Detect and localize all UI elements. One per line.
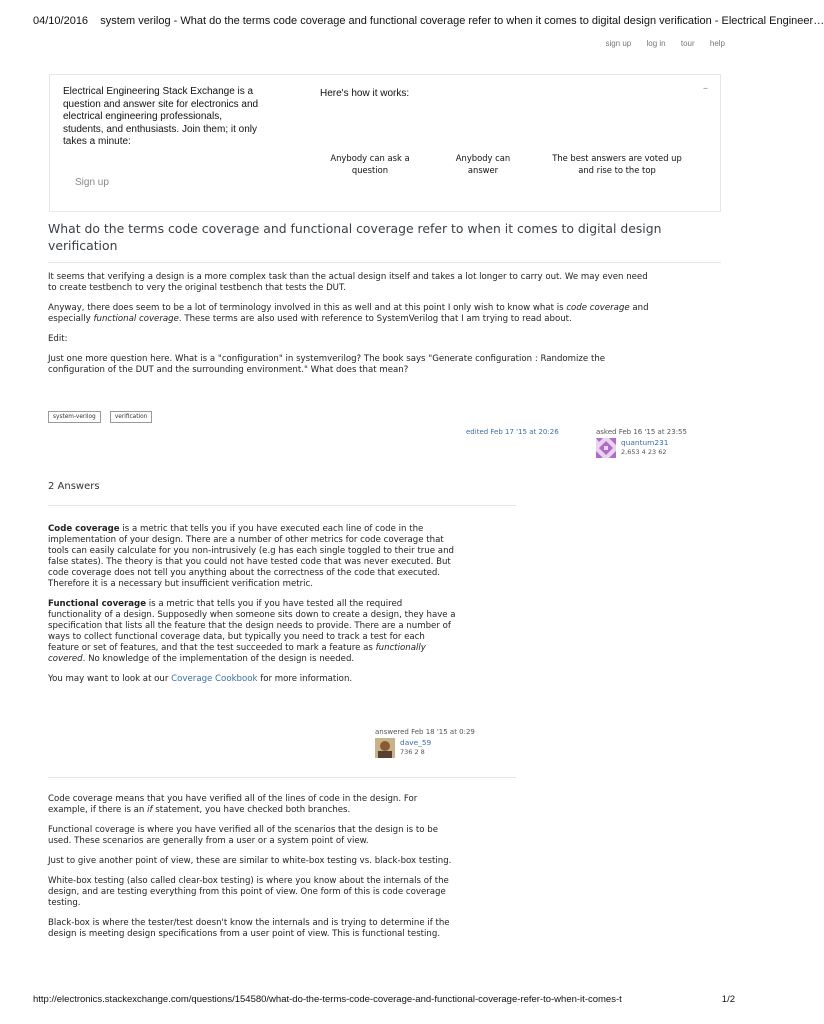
banner-step-answer: Anybody can answer (455, 153, 511, 175)
answer-2-paragraph-4: White-box testing (also called clear-box testing) is where you know about the internals of the design, and are testing everything from this point of view. One form of this is code coverage testing. (48, 876, 449, 908)
print-date: 04/10/2016 (33, 15, 89, 27)
answers-divider (48, 505, 516, 506)
print-url: http://electronics.stackexchange.com/questions/154580/what-do-the-terms-code-coverage-and-functional-coverage-refer-to-when-it-comes-t (33, 994, 622, 1005)
top-nav (592, 39, 725, 48)
answer-divider (48, 777, 516, 778)
avatar[interactable] (596, 438, 616, 458)
print-header (33, 15, 824, 27)
question-paragraph-2: Anyway, there does seem to be a lot of terminology involved in this as well and at this point I only wish to know what is code coverage and especially functional coverage. These terms are also used with reference to SystemVerilog that I am trying to read about. (48, 303, 649, 324)
answer-1-paragraph-3: You may want to look at our Coverage Cookbook for more information. (48, 674, 353, 684)
answer-1-paragraph-2: Functional coverage is a metric that tells you if you have tested all the required functionality of a design. Supposedly when someone sits down to create a design, they have a specification that lists all the feature that the design needs to provide. There are a number of ways to collect functional coverage data, but typically you need to track a test for each feature or set of features, and that the test succeeded to mark a feature as functionally covered. No knowledge of the implementation of the design is needed. (48, 599, 456, 664)
avatar[interactable] (375, 738, 395, 758)
banner-intro: Electrical Engineering Stack Exchange is a question and answer site for electronics and electrical engineering professionals, students, and enthusiasts. Join them; it only takes a minute: (63, 86, 259, 147)
print-page-number: 1/2 (721, 994, 735, 1005)
answer-2-paragraph-5: Black-box is where the tester/test doesn't know the internals and is trying to determine if the design is meeting design specifications from a user point of view. This is functional testing. (48, 918, 450, 939)
banner-step-ask: Anybody can ask a question (330, 153, 410, 175)
asker-username[interactable]: quantum231 (621, 438, 669, 447)
edited-link[interactable]: edited Feb 17 '15 at 20:26 (466, 428, 559, 436)
banner-how-it-works: Here's how it works: (320, 88, 410, 99)
tag-verification[interactable]: verification (110, 411, 153, 423)
question-paragraph-3: Just one more question here. What is a "configuration" in systemverilog? The book says "Generate configuration : Randomize the configuration of the DUT and the surrounding environment." What does that mean? (48, 354, 606, 375)
answer-2-paragraph-1: Code coverage means that you have verified all of the lines of code in the design. For example, if there is an if statement, you have checked both branches. (48, 794, 418, 815)
coverage-cookbook-link[interactable]: Coverage Cookbook (171, 674, 258, 684)
question-body (48, 272, 658, 385)
answered-timestamp: answered Feb 18 '15 at 0:29 (375, 728, 475, 736)
nav-help[interactable]: help (709, 39, 725, 48)
banner-sign-up-button[interactable]: Sign up (75, 177, 109, 188)
print-title: system verilog - What do the terms code coverage and functional coverage refer to when it comes to digital design verification - Electrical Engineer… (100, 15, 824, 27)
banner-dismiss-button[interactable]: – (703, 83, 708, 94)
answerer-card (375, 728, 475, 760)
answers-count: 2 Answers (48, 481, 100, 492)
banner-step-vote: The best answers are voted up and rise to the top (552, 153, 682, 175)
answer-2-paragraph-3: Just to give another point of view, these are similar to white-box testing vs. black-box testing. (48, 856, 452, 866)
title-divider (48, 262, 721, 263)
question-title[interactable]: What do the terms code coverage and functional coverage refer to when it comes to digital design verification (48, 221, 662, 253)
question-tags (48, 403, 156, 423)
asker-reputation: 2,653 4 23 62 (621, 448, 667, 456)
asked-timestamp: asked Feb 16 '15 at 23:55 (596, 428, 687, 436)
asker-card (596, 428, 687, 458)
question-edit-label: Edit: (48, 334, 68, 344)
answer-2-body (48, 794, 458, 949)
nav-log-in[interactable]: log in (646, 39, 666, 48)
answerer-username[interactable]: dave_59 (400, 738, 432, 747)
tag-system-verilog[interactable]: system-verilog (48, 411, 101, 423)
question-paragraph-1: It seems that verifying a design is a more complex task than the actual design itself and takes a lot longer to carry out. We may even need to create testbench to very the original testbench that tests the DUT. (48, 272, 648, 293)
answerer-reputation: 736 2 8 (400, 748, 425, 756)
answer-2-paragraph-2: Functional coverage is where you have verified all of the scenarios that the design is to be used. These scenarios are generally from a user or a system point of view. (48, 825, 438, 846)
nav-sign-up[interactable]: sign up (605, 39, 632, 48)
answer-1-body (48, 524, 458, 694)
answer-1-paragraph-1: Code coverage is a metric that tells you if you have executed each line of code in the implementation of your design. There are a number of other metrics for code coverage that tools can easily calculate for you non-intrusively (e.g has each single toggled to their true and false states). The theory is that you could not have tested code that was never executed. But code coverage does not tell you anything about the correctness of the code that executed. Therefore it is a necessary but insufficient verification metric. (48, 524, 454, 589)
welcome-banner (49, 74, 721, 212)
nav-tour[interactable]: tour (680, 39, 695, 48)
